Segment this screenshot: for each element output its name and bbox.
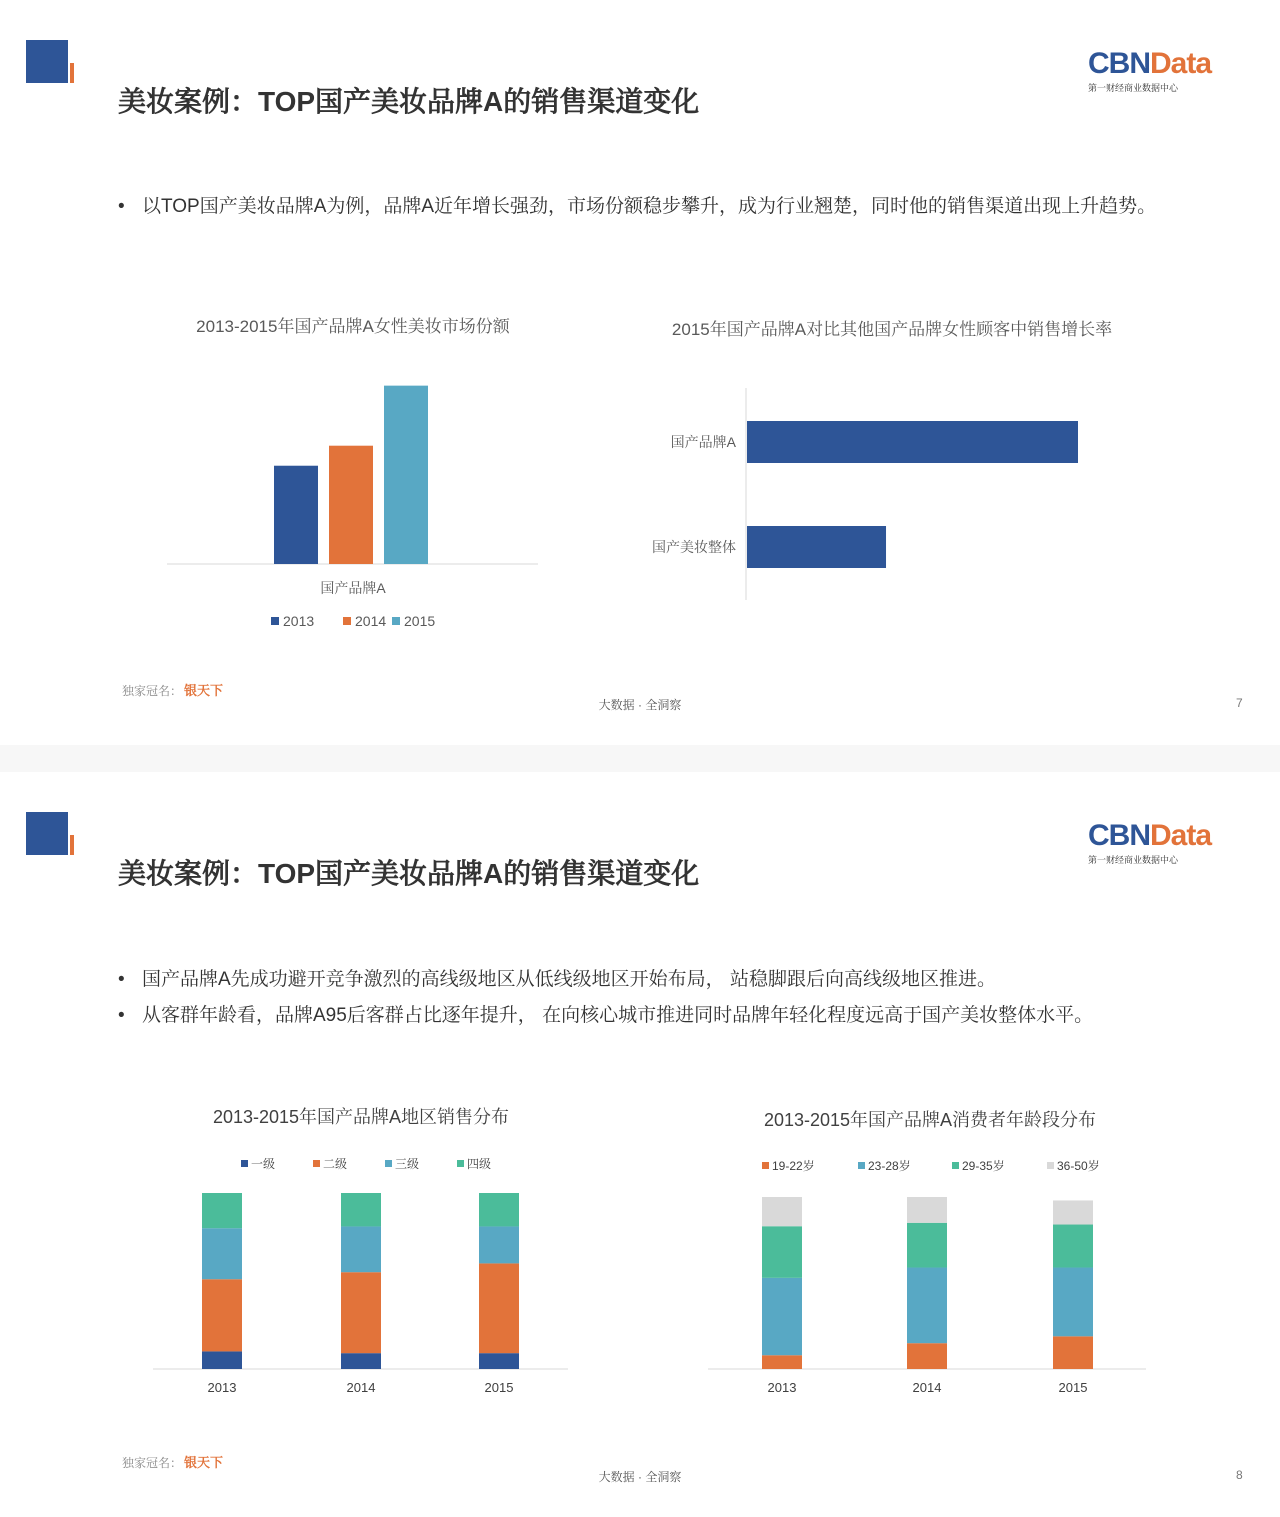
- legend-label: 2014: [355, 613, 387, 629]
- chart-legend: [271, 613, 435, 629]
- age-distribution-chart: [700, 1097, 1160, 1402]
- bar-segment-29-35岁: [1053, 1225, 1093, 1268]
- growth-rate-chart: [630, 305, 1150, 615]
- bar-segment-一级: [479, 1353, 519, 1369]
- y-tick-label: 国产品牌A: [670, 434, 736, 450]
- legend-label: 四级: [467, 1157, 492, 1171]
- bullet-dot-icon: •: [118, 969, 125, 990]
- bar-segment-二级: [341, 1272, 381, 1353]
- chart-legend: [762, 1158, 1100, 1173]
- bar-segment-29-35岁: [907, 1223, 947, 1268]
- bullet-item: [118, 965, 1168, 995]
- footer-slogan: 大数据 · 全洞察: [598, 698, 682, 712]
- footer-slogan: 大数据 · 全洞察: [598, 1470, 682, 1484]
- bar-segment-19-22岁: [762, 1355, 802, 1369]
- slide-8: [0, 772, 1280, 1517]
- bullet-list: [118, 965, 1168, 1037]
- bullet-dot-icon: •: [118, 196, 125, 217]
- bar-segment-三级: [202, 1228, 242, 1279]
- bar-segment-36-50岁: [1053, 1200, 1093, 1224]
- bar-segment-三级: [479, 1226, 519, 1263]
- sponsor-label: 独家冠名：: [122, 1456, 183, 1470]
- y-tick-label: 国产美妆整体: [652, 539, 736, 555]
- bar-segment-19-22岁: [1053, 1336, 1093, 1369]
- legend-swatch: [241, 1160, 248, 1167]
- x-tick-label: 2013: [207, 1380, 237, 1395]
- legend-label: 36-50岁: [1057, 1159, 1100, 1173]
- header-accent-bar: [70, 835, 74, 855]
- legend-swatch: [762, 1162, 769, 1169]
- bar-2014: [329, 446, 373, 564]
- legend-label: 一级: [251, 1157, 276, 1171]
- bullet-dot-icon: •: [118, 1005, 125, 1026]
- bullet-item: [118, 192, 1168, 222]
- market-share-chart: [150, 305, 560, 645]
- bar-segment-一级: [341, 1353, 381, 1369]
- x-tick-label: 2014: [912, 1380, 942, 1395]
- slide-7: [0, 0, 1280, 745]
- bar-segment-23-28岁: [907, 1268, 947, 1344]
- cbndata-logo: [1088, 48, 1228, 94]
- legend-swatch: [271, 617, 279, 625]
- bullet-list: [118, 192, 1168, 228]
- legend-swatch: [1047, 1162, 1054, 1169]
- bullet-text: 以TOP国产美妆品牌A为例，品牌A近年增长强劲，市场份额稳步攀升，成为行业翘楚，同时他的销售渠道出现上升趋势。: [142, 196, 1157, 217]
- cbndata-logo-main-a: CBN: [1088, 819, 1150, 852]
- bullet-text: 从客群年龄看，品牌A95后客群占比逐年提升， 在向核心城市推进同时品牌年轻化程度远高于国产美妆整体水平。: [142, 1005, 1094, 1026]
- cbndata-logo-main-b: Data: [1150, 819, 1212, 852]
- cbndata-logo-subtitle: 第一财经商业数据中心: [1088, 83, 1179, 93]
- bar-segment-三级: [341, 1226, 381, 1272]
- chart-legend: [241, 1157, 491, 1171]
- x-tick-label: 2013: [767, 1380, 797, 1395]
- slide-title: 美妆案例：TOP国产美妆品牌A的销售渠道变化: [118, 86, 700, 117]
- bar-segment-一级: [202, 1351, 242, 1369]
- sponsor-logo: 银天下: [184, 683, 224, 698]
- legend-label: 29-35岁: [962, 1159, 1005, 1173]
- slide-title: 美妆案例：TOP国产美妆品牌A的销售渠道变化: [118, 858, 700, 889]
- x-tick-label: 2014: [346, 1380, 376, 1395]
- legend-swatch: [858, 1162, 865, 1169]
- bar-segment-36-50岁: [762, 1197, 802, 1226]
- legend-label: 19-22岁: [772, 1159, 815, 1173]
- cbndata-logo-main-b: Data: [1150, 47, 1212, 80]
- bar-brand-a: [747, 421, 1078, 463]
- bullet-text: 国产品牌A先成功避开竞争激烈的高线级地区从低线级地区开始布局， 站稳脚跟后向高线级地区推进。: [142, 969, 996, 990]
- legend-swatch: [952, 1162, 959, 1169]
- chart-title: 2013-2015年国产品牌A地区销售分布: [212, 1107, 510, 1127]
- header-square-icon: [26, 40, 68, 83]
- bar-2015: [384, 386, 428, 564]
- bar-segment-23-28岁: [762, 1278, 802, 1355]
- x-tick-label: 2015: [1058, 1380, 1088, 1395]
- page-number: 8: [1236, 1468, 1243, 1482]
- legend-swatch: [385, 1160, 392, 1167]
- legend-swatch: [343, 617, 351, 625]
- legend-label: 2013: [283, 613, 315, 629]
- legend-label: 三级: [395, 1157, 420, 1171]
- legend-swatch: [457, 1160, 464, 1167]
- bar-segment-四级: [202, 1193, 242, 1228]
- x-tick-label: 2015: [484, 1380, 514, 1395]
- x-tick-label: 国产品牌A: [320, 580, 386, 596]
- bar-segment-四级: [479, 1193, 519, 1226]
- chart-title: 2013-2015年国产品牌A女性美妆市场份额: [196, 317, 510, 336]
- legend-swatch: [313, 1160, 320, 1167]
- region-distribution-chart: [140, 1097, 580, 1402]
- bar-segment-29-35岁: [762, 1226, 802, 1278]
- bar-segment-19-22岁: [907, 1343, 947, 1369]
- bar-segment-四级: [341, 1193, 381, 1226]
- page-number: 7: [1236, 696, 1243, 710]
- bar-segment-36-50岁: [907, 1197, 947, 1223]
- cbndata-logo-main-a: CBN: [1088, 47, 1150, 80]
- slide-separator: [0, 745, 1280, 772]
- legend-label: 二级: [323, 1157, 348, 1171]
- sponsor-logo: 银天下: [184, 1455, 224, 1470]
- bar-2013: [274, 466, 318, 564]
- cbndata-logo: [1088, 820, 1228, 866]
- bar-segment-二级: [202, 1279, 242, 1351]
- bar-segment-二级: [479, 1263, 519, 1353]
- chart-title: 2013-2015年国产品牌A消费者年龄段分布: [763, 1110, 1097, 1130]
- bar-domestic-overall: [747, 526, 886, 568]
- chart-title: 2015年国产品牌A对比其他国产品牌女性顾客中销售增长率: [671, 320, 1113, 339]
- header-accent-bar: [70, 63, 74, 83]
- bullet-item: [118, 1001, 1168, 1031]
- header-square-icon: [26, 812, 68, 855]
- legend-label: 2015: [404, 613, 436, 629]
- legend-label: 23-28岁: [868, 1159, 911, 1173]
- cbndata-logo-subtitle: 第一财经商业数据中心: [1088, 855, 1179, 865]
- bar-segment-23-28岁: [1053, 1268, 1093, 1337]
- legend-swatch: [392, 617, 400, 625]
- sponsor-label: 独家冠名：: [122, 684, 183, 698]
